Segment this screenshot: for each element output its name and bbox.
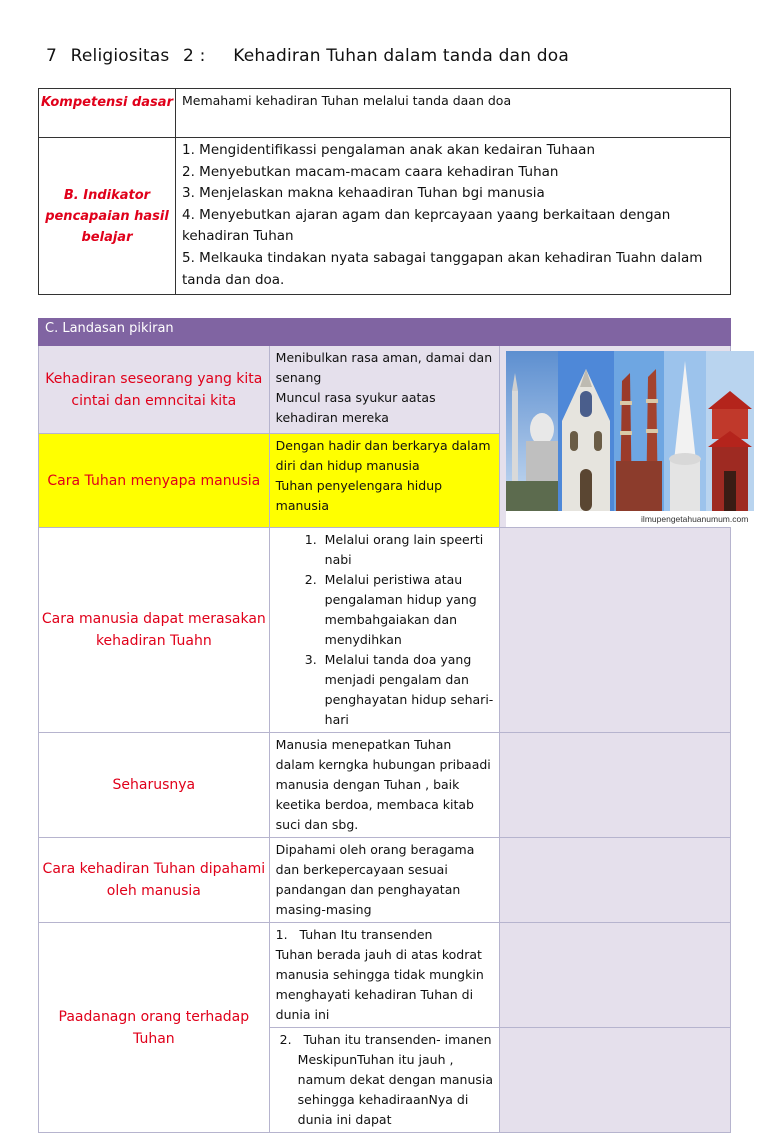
list-item: 2. Melalui peristiwa atau pengalaman hidup yang membahgaiakan dan menydihkan	[321, 570, 494, 650]
empty-cell	[500, 838, 731, 923]
title-topic: Religiositas	[70, 46, 170, 66]
empty-cell	[500, 923, 731, 1028]
religious-buildings-image	[506, 351, 754, 527]
competency-row	[39, 89, 731, 138]
list-item-text: Tuhan Itu transenden	[299, 927, 433, 942]
title-number: 7	[46, 46, 58, 66]
row-line: Menibulkan rasa aman, damai dan senang	[275, 350, 493, 385]
row-label: Cara Tuhan menyapa manusia	[39, 434, 270, 528]
landasan-row	[39, 733, 731, 838]
row-content	[269, 1028, 500, 1133]
title-index: 2 :	[183, 46, 206, 66]
row-label: Paadanagn orang terhadap Tuhan	[39, 923, 270, 1133]
indikator-item: 5. Melkauka tindakan nyata sabagai tanggapan akan kehadiran Tuahn dalam tanda dan doa.	[182, 249, 703, 288]
row-line: Tuhan penyelengara hidup manusia	[275, 478, 443, 513]
row-label: Kehadiran seseorang yang kita cintai dan emncitai kita	[39, 346, 270, 434]
indikator-item: 1. Mengidentifikassi pengalaman anak akan kedairan Tuhaan	[182, 142, 596, 158]
page-title	[46, 46, 577, 66]
photo-collage-graphic	[506, 351, 754, 527]
row-content	[269, 528, 500, 733]
list-item: 2. Tuhan itu transenden- imanen	[275, 1032, 492, 1047]
image-caption: ilmupengetahuanumum.com	[641, 514, 749, 524]
row-label: Seharusnya	[39, 733, 270, 838]
competency-table	[38, 88, 731, 295]
landasan-header: C. Landasan pikiran	[39, 319, 731, 346]
indikator-row	[39, 138, 731, 295]
landasan-row	[39, 346, 731, 434]
list-item-text: Tuhan itu transenden- imanen	[303, 1032, 492, 1047]
empty-cell	[500, 528, 731, 733]
empty-cell	[500, 1028, 731, 1133]
kompetensi-text: Memahami kehadiran Tuhan melalui tanda daan doa	[176, 89, 731, 138]
row-label: Cara manusia dapat merasakan kehadiran Tuahn	[39, 528, 270, 733]
row-content	[269, 923, 500, 1028]
kompetensi-label: Kompetensi dasar	[39, 89, 176, 138]
landasan-row	[39, 923, 731, 1028]
landasan-row	[39, 528, 731, 733]
row-content: Dipahami oleh orang beragama dan berkepercayaan sesuai pandangan dan penghayatan masing-masing	[269, 838, 500, 923]
row-line: Dengan hadir dan berkarya dalam diri dan hidup manusia	[275, 438, 491, 473]
indikator-item: 4. Menyebutkan ajaran agam dan keprcayaan yaang berkaitaan dengan kehadiran Tuhan	[182, 206, 671, 245]
row-text: MeskipunTuhan itu jauh , namum dekat dengan manusia sehingga kehadiraanNya di dunia ini dapat	[297, 1052, 494, 1127]
row-content	[269, 346, 500, 434]
row-line: Muncul rasa syukur aatas kehadiran mereka	[275, 390, 436, 425]
list-item: 3. Melalui tanda doa yang menjadi pengalam dan penghayatan hidup sehari-hari	[321, 650, 494, 730]
row-text: Tuhan berada jauh di atas kodrat manusia sehingga tidak mungkin menghayati kehadiran Tuhan di dunia ini	[275, 947, 484, 1022]
indikator-item: 2. Menyebutkan macam-macam caara kehadiran Tuhan	[182, 163, 559, 180]
title-subject: Kehadiran Tuhan dalam tanda dan doa	[233, 46, 569, 66]
image-cell	[500, 346, 749, 528]
list-item: 1. Tuhan Itu transenden	[275, 927, 433, 942]
row-label: Cara kehadiran Tuhan dipahami oleh manusia	[39, 838, 270, 923]
indikator-label: B. Indikator pencapaian hasil belajar	[39, 138, 176, 295]
indikator-item: 3. Menjelaskan makna kehaadiran Tuhan bgi manusia	[182, 185, 545, 202]
landasan-table	[38, 318, 749, 1133]
list-item: 1. Melalui orang lain speerti nabi	[321, 530, 494, 570]
row-content: Manusia menepatkan Tuhan dalam kerngka hubungan pribaadi manusia dengan Tuhan , baik keetika berdoa, membaca kitab suci dan sbg.	[269, 733, 500, 838]
empty-cell	[500, 733, 731, 838]
landasan-row	[39, 838, 731, 923]
row-content	[269, 434, 500, 528]
indikator-list	[176, 138, 731, 295]
